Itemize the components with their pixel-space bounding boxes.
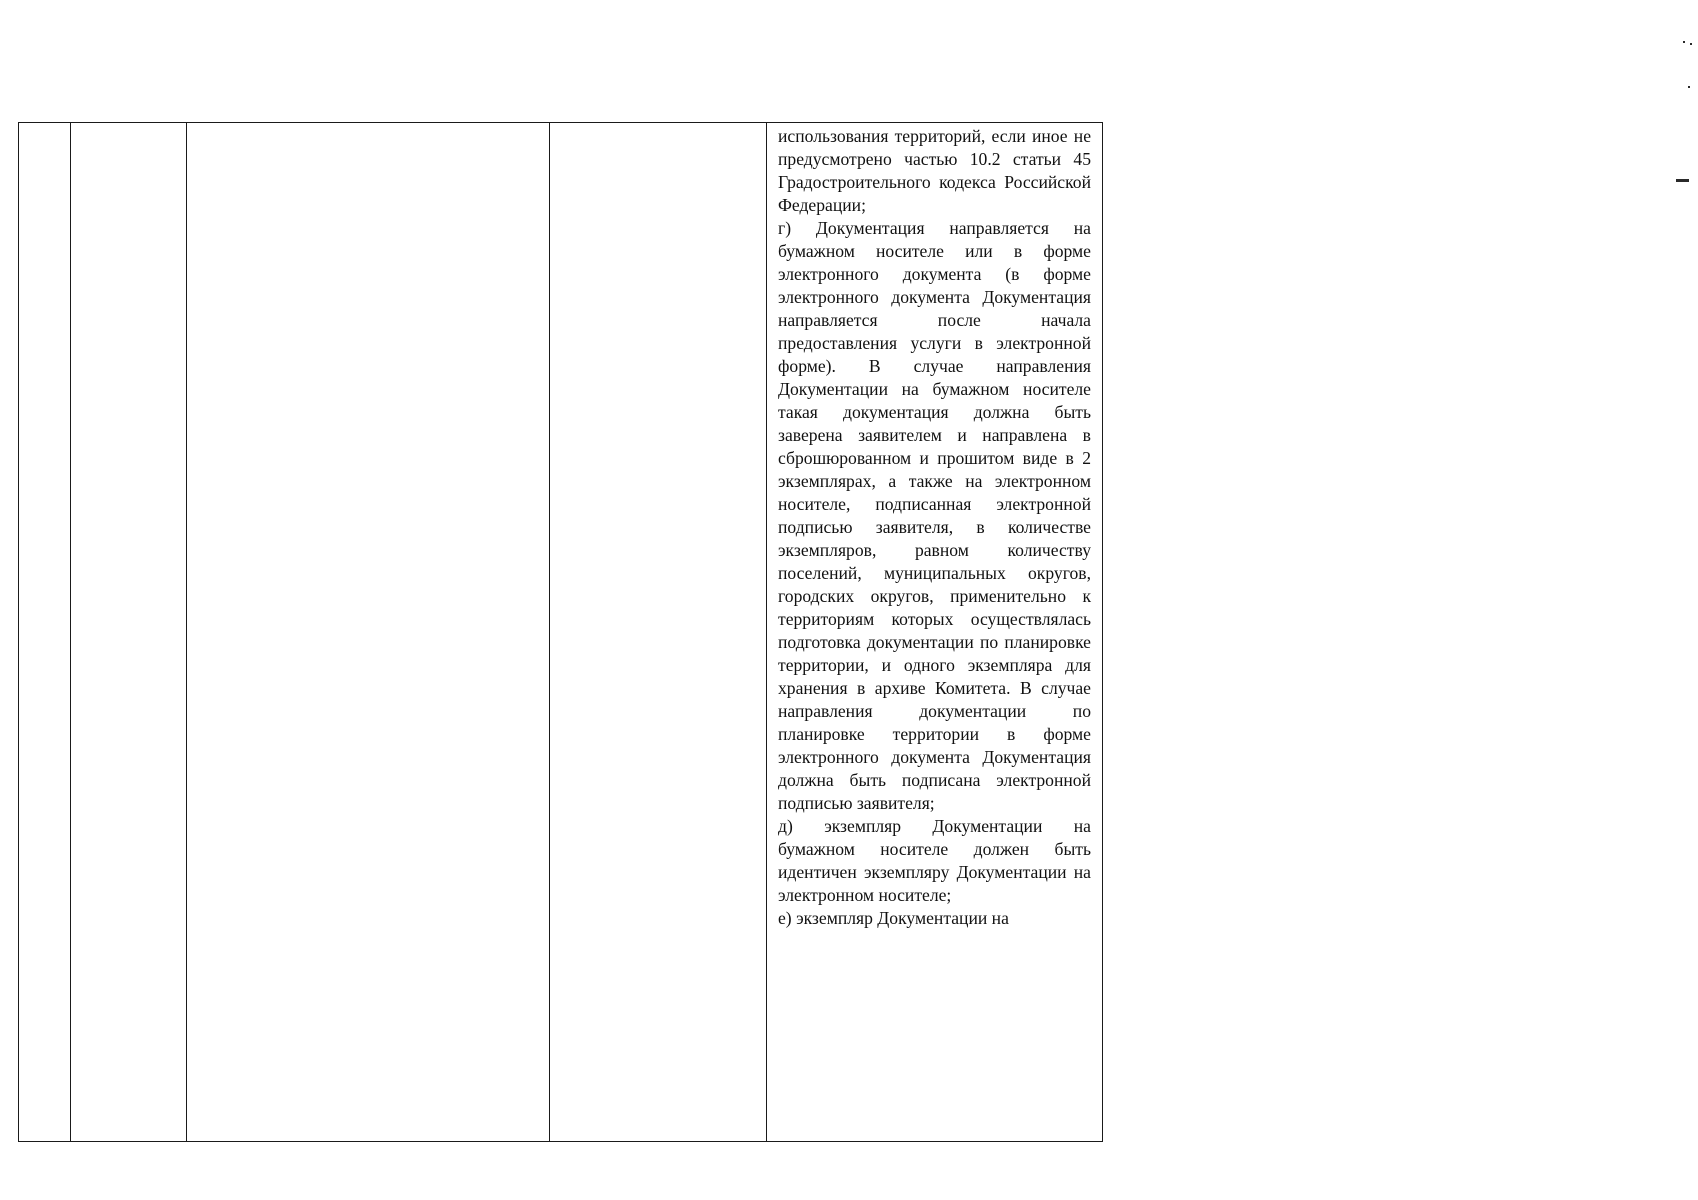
requirements-paragraph-g: г) Документация направляется на бумажном носителе или в форме электронного документа (в форме электронного документа Документация направляется после начала предоставления услуги в электронной форме). В случае направления Документации на бумажном носителе такая документация должна быть заверена заявителем и направлена в сброшюрованном и прошитом виде в 2 экземплярах, а также на электронном носителе, подписанная электронной подписью заявителя, в количестве экземпляров, равном количеству поселений, муниципальных округов, городских округов, применительно к территориям которых осуществлялась подготовка документации по планировке территории, и одного экземпляра для хранения в архиве Комитета. В случае направления документации по планировке территории в форме электронного документа Документация должна быть подписана электронной подписью заявителя; bbox=[778, 218, 1091, 813]
scan-artifact bbox=[1683, 41, 1685, 43]
requirements-paragraph-e: е) экземпляр Документации на bbox=[778, 908, 1009, 928]
table-cell-column-2 bbox=[71, 123, 187, 1142]
table-cell-number bbox=[19, 123, 71, 1142]
regulation-table bbox=[18, 122, 1103, 1142]
scan-artifact bbox=[1688, 86, 1690, 88]
table-cell-column-4 bbox=[550, 123, 767, 1142]
scan-artifact bbox=[1690, 43, 1692, 45]
scan-artifact bbox=[1676, 179, 1689, 182]
requirements-paragraph-1: использования территорий, если иное не предусмотрено частью 10.2 статьи 45 Градостроительного кодекса Российской Федерации; bbox=[778, 126, 1091, 215]
table-cell-requirements bbox=[767, 123, 1103, 1142]
requirements-paragraph-d: д) экземпляр Документации на бумажном носителе должен быть идентичен экземпляру Документации на электронном носителе; bbox=[778, 816, 1091, 905]
table-cell-column-3 bbox=[187, 123, 550, 1142]
table-row bbox=[19, 123, 1103, 1142]
